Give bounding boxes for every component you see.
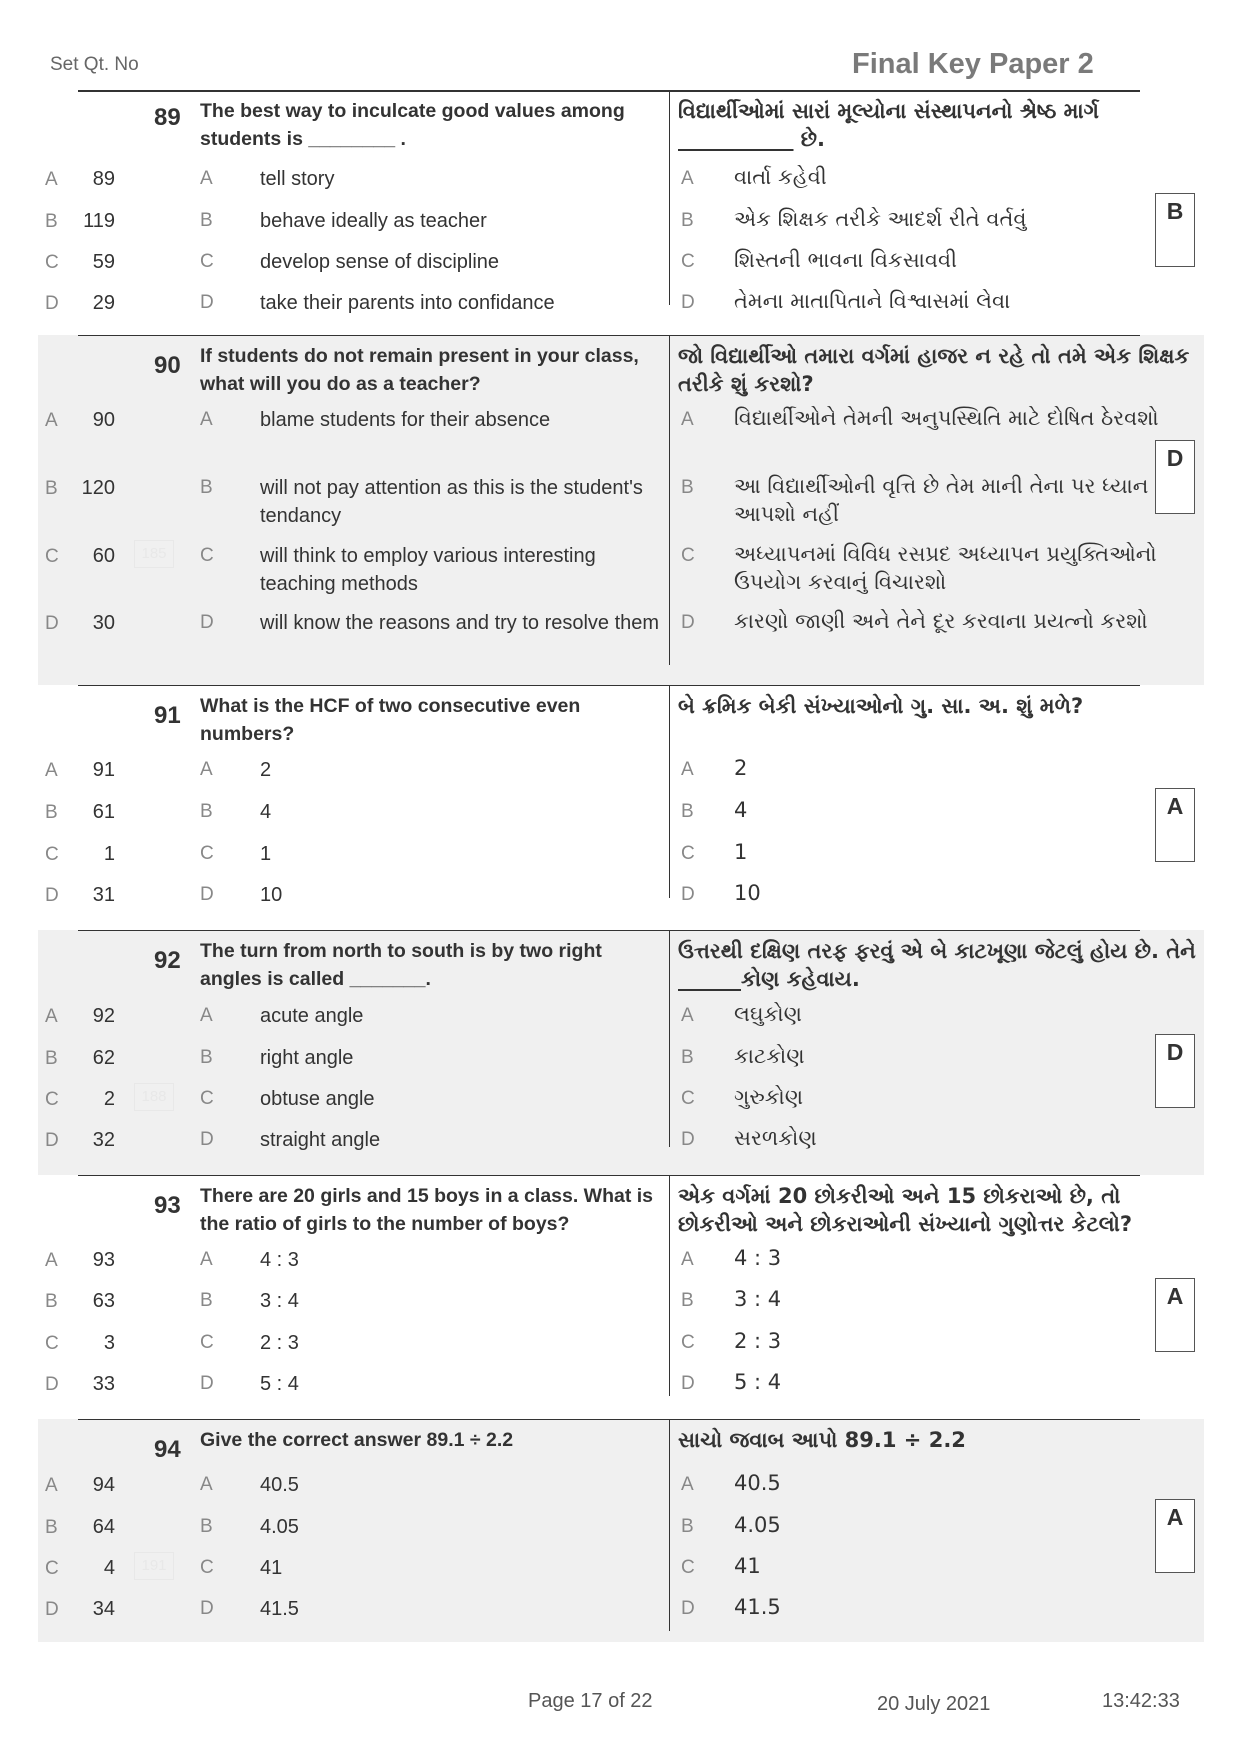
option-text-english: will know the reasons and try to resolve them (260, 612, 660, 634)
option-text-english: 3 : 4 (260, 1290, 299, 1312)
option-letter-gujarati: D (681, 1373, 695, 1394)
set-letter: A (45, 169, 58, 190)
set-question-number: 4 (103, 1557, 115, 1579)
question-block (38, 685, 1204, 930)
footer-time: 13:42:33 (1102, 1690, 1180, 1712)
question-number: 89 (154, 104, 181, 131)
option-text-english: 2 (260, 759, 272, 781)
column-divider (669, 930, 670, 1147)
question-block (38, 335, 1204, 685)
option-letter-gujarati: B (681, 1516, 694, 1537)
set-letter: A (45, 1475, 58, 1496)
set-question-number: 89 (92, 168, 115, 190)
question-number: 90 (154, 352, 181, 379)
set-question-number: 32 (92, 1129, 115, 1151)
option-letter-english: B (200, 1516, 213, 1537)
answer-key-box: D (1155, 1034, 1195, 1108)
set-letter: B (45, 1048, 58, 1069)
option-text-english: 1 (260, 843, 272, 865)
option-letter-gujarati: A (681, 168, 694, 189)
option-letter-gujarati: C (681, 1088, 695, 1109)
option-letter-gujarati: D (681, 1129, 695, 1150)
set-letter: B (45, 1517, 58, 1538)
option-letter-english: A (200, 409, 213, 430)
set-question-number: 64 (92, 1516, 115, 1538)
set-question-number: 120 (81, 477, 115, 499)
set-letter: B (45, 478, 58, 499)
set-question-number: 119 (83, 210, 115, 232)
option-letter-gujarati: A (681, 759, 694, 780)
option-letter-english: B (200, 210, 213, 231)
option-text-gujarati: 4.05 (734, 1513, 781, 1537)
set-question-number: 92 (92, 1005, 115, 1027)
set-letter: C (45, 546, 59, 567)
option-text-gujarati: સરળકોણ (734, 1126, 817, 1150)
set-question-number: 94 (92, 1474, 115, 1496)
option-letter-english: C (200, 545, 214, 566)
option-text-english: right angle (260, 1047, 354, 1069)
option-text-english: 10 (260, 884, 283, 906)
question-rule (78, 335, 1140, 336)
option-letter-gujarati: C (681, 251, 695, 272)
column-divider (669, 1175, 670, 1396)
option-letter-english: A (200, 759, 213, 780)
set-letter: A (45, 1006, 58, 1027)
option-letter-gujarati: B (681, 801, 694, 822)
option-text-english: take their parents into confidance (260, 292, 555, 314)
option-text-english: 41.5 (260, 1598, 299, 1620)
set-letter: A (45, 410, 58, 431)
option-text-english: tell story (260, 168, 335, 190)
option-letter-gujarati: C (681, 1332, 695, 1353)
question-text-english: Give the correct answer 89.1 ÷ 2.2 (200, 1429, 514, 1451)
question-block (38, 91, 1204, 335)
option-text-gujarati: ગુરુકોણ (734, 1085, 804, 1109)
set-question-number: 3 (103, 1332, 115, 1354)
option-text-gujarati: વાર્તા કહેવી (734, 165, 827, 189)
option-letter-gujarati: B (681, 1290, 694, 1311)
option-text-english: will not pay attention as this is the student's tendancy (260, 477, 643, 527)
option-letter-english: C (200, 843, 214, 864)
footer-date: 20 July 2021 (877, 1693, 991, 1715)
option-text-english: will think to employ various interesting teaching methods (260, 545, 596, 595)
question-text-gujarati: વિદ્યાર્થીઓમાં સારાં મૂલ્યોના સંસ્થાપનનો શ્રેષ્ઠ માર્ગ ___________ છે. (678, 99, 1099, 151)
option-letter-english: B (200, 477, 213, 498)
option-letter-gujarati: A (681, 1249, 694, 1270)
option-letter-english: D (200, 1129, 214, 1150)
option-text-gujarati: 41 (734, 1554, 761, 1578)
question-block (38, 1419, 1204, 1642)
option-letter-gujarati: C (681, 1557, 695, 1578)
option-text-english: 4.05 (260, 1516, 299, 1538)
set-question-number: 2 (103, 1088, 115, 1110)
set-question-number: 29 (92, 292, 115, 314)
question-rule (78, 1175, 1140, 1176)
faint-question-badge: 185 (134, 540, 174, 568)
question-text-gujarati: જો વિદ્યાર્થીઓ તમારા વર્ગમાં હાજર ન રહે તો તમે એક શિક્ષક તરીકે શું કરશો? (678, 344, 1190, 396)
option-text-gujarati: વિદ્યાર્થીઓને તેમની અનુપસ્થિતિ માટે દોષિત ઠેરવશો (734, 406, 1159, 430)
set-letter: D (45, 1599, 59, 1620)
set-letter: B (45, 211, 58, 232)
question-text-english: There are 20 girls and 15 boys in a class. What is the ratio of girls to the number of boys? (200, 1185, 654, 1235)
set-letter: C (45, 1558, 59, 1579)
option-text-english: 5 : 4 (260, 1373, 299, 1395)
page-title: Final Key Paper 2 (852, 48, 1094, 80)
option-text-gujarati: 2 (734, 756, 748, 780)
set-letter: C (45, 1089, 59, 1110)
option-letter-gujarati: B (681, 210, 694, 231)
option-text-english: 41 (260, 1557, 283, 1579)
option-letter-english: D (200, 1373, 214, 1394)
set-question-number: 30 (92, 612, 115, 634)
option-text-english: 2 : 3 (260, 1332, 299, 1354)
option-letter-english: B (200, 1290, 213, 1311)
option-letter-english: A (200, 1474, 213, 1495)
set-letter: D (45, 885, 59, 906)
option-letter-gujarati: C (681, 545, 695, 566)
answer-key-box: D (1155, 440, 1195, 514)
question-text-gujarati: એક વર્ગમાં 20 છોકરીઓ અને 15 છોકરાઓ છે, તો છોકરીઓ અને છોકરાઓની સંખ્યાનો ગુણોત્તર કેટલો? (678, 1184, 1133, 1236)
header-set-qno: Set Qt. No (50, 54, 139, 75)
option-letter-english: C (200, 251, 214, 272)
option-text-gujarati: 40.5 (734, 1471, 781, 1495)
faint-question-badge: 191 (134, 1552, 174, 1580)
set-letter: B (45, 802, 58, 823)
option-text-gujarati: 4 (734, 798, 748, 822)
answer-key-box: B (1155, 193, 1195, 267)
set-question-number: 63 (92, 1290, 115, 1312)
option-text-gujarati: 2 : 3 (734, 1329, 782, 1353)
set-letter: C (45, 1333, 59, 1354)
option-letter-gujarati: C (681, 843, 695, 864)
set-letter: C (45, 844, 59, 865)
option-text-gujarati: એક શિક્ષક તરીકે આદર્શ રીતે વર્તવું (734, 207, 1027, 231)
option-letter-english: B (200, 1047, 213, 1068)
set-question-number: 62 (92, 1047, 115, 1069)
set-letter: C (45, 252, 59, 273)
option-letter-english: C (200, 1088, 214, 1109)
answer-key-box: A (1155, 1278, 1195, 1352)
set-question-number: 93 (92, 1249, 115, 1271)
option-letter-gujarati: B (681, 477, 694, 498)
question-rule (78, 930, 1140, 931)
set-letter: D (45, 613, 59, 634)
option-text-english: straight angle (260, 1129, 381, 1151)
set-question-number: 33 (92, 1373, 115, 1395)
option-letter-gujarati: D (681, 612, 695, 633)
option-letter-english: C (200, 1557, 214, 1578)
option-letter-gujarati: D (681, 884, 695, 905)
option-text-gujarati: કારણો જાણી અને તેને દૂર કરવાના પ્રયત્નો કરશો (734, 609, 1148, 633)
option-text-gujarati: 1 (734, 840, 748, 864)
question-block (38, 930, 1204, 1175)
option-text-gujarati: આ વિદ્યાર્થીઓની વૃત્તિ છે તેમ માની તેના પર ધ્યાન આપશો નહીં (734, 474, 1149, 526)
option-text-gujarati: 3 : 4 (734, 1287, 782, 1311)
question-text-gujarati: ઉત્તરથી દક્ષિણ તરફ ફરવું એ બે કાટખૂણા જેટલું હોય છે. તેને ______કોણ કહેવાય. (678, 939, 1196, 991)
option-letter-gujarati: D (681, 1598, 695, 1619)
option-text-english: develop sense of discipline (260, 251, 500, 273)
option-text-gujarati: અધ્યાપનમાં વિવિધ રસપ્રદ અધ્યાપન પ્રયુક્તિઓનો ઉપયોગ કરવાનું વિચારશો (734, 542, 1157, 594)
option-letter-gujarati: D (681, 292, 695, 313)
option-text-english: behave ideally as teacher (260, 210, 487, 232)
set-letter: A (45, 1250, 58, 1271)
set-question-number: 61 (92, 801, 115, 823)
set-letter: B (45, 1291, 58, 1312)
option-letter-gujarati: A (681, 1005, 694, 1026)
footer-page: Page 17 of 22 (528, 1690, 653, 1712)
option-text-gujarati: કાટકોણ (734, 1044, 805, 1068)
set-question-number: 59 (92, 251, 115, 273)
option-text-english: acute angle (260, 1005, 364, 1027)
question-number: 93 (154, 1192, 181, 1219)
set-letter: D (45, 1374, 59, 1395)
option-text-gujarati: શિસ્તની ભાવના વિકસાવવી (734, 248, 958, 272)
option-text-gujarati: 41.5 (734, 1595, 781, 1619)
question-text-english: The turn from north to south is by two right angles is called _______. (200, 940, 602, 990)
option-letter-english: D (200, 1598, 214, 1619)
option-letter-english: B (200, 801, 213, 822)
set-letter: A (45, 760, 58, 781)
set-letter: D (45, 293, 59, 314)
answer-key-box: A (1155, 788, 1195, 862)
question-text-english: If students do not remain present in your class, what will you do as a teacher? (200, 345, 639, 395)
set-question-number: 34 (92, 1598, 115, 1620)
option-text-gujarati: લઘુકોણ (734, 1002, 802, 1026)
question-text-english: What is the HCF of two consecutive even numbers? (200, 695, 581, 745)
question-number: 91 (154, 702, 181, 729)
option-text-english: obtuse angle (260, 1088, 375, 1110)
option-letter-english: A (200, 1249, 213, 1270)
option-letter-gujarati: A (681, 409, 694, 430)
option-letter-english: D (200, 292, 214, 313)
question-rule (78, 685, 1140, 686)
option-text-english: 4 (260, 801, 272, 823)
question-text-gujarati: બે ક્રમિક બેકી સંખ્યાઓનો ગુ. સા. અ. શું મળે? (678, 694, 1084, 718)
option-letter-english: C (200, 1332, 214, 1353)
faint-question-badge: 188 (134, 1083, 174, 1111)
option-text-gujarati: 5 : 4 (734, 1370, 782, 1394)
option-text-gujarati: 4 : 3 (734, 1246, 782, 1270)
set-question-number: 1 (103, 843, 115, 865)
question-block (38, 1175, 1204, 1419)
question-number: 92 (154, 947, 181, 974)
option-letter-gujarati: B (681, 1047, 694, 1068)
option-letter-english: D (200, 612, 214, 633)
set-question-number: 91 (92, 759, 115, 781)
question-text-english: The best way to inculcate good values among students is ________ . (200, 100, 625, 150)
question-text-gujarati: સાચો જવાબ આપો 89.1 ÷ 2.2 (678, 1428, 966, 1452)
question-rule (78, 1419, 1140, 1420)
option-letter-english: A (200, 168, 213, 189)
option-text-english: 40.5 (260, 1474, 299, 1496)
set-question-number: 60 (92, 545, 115, 567)
option-text-english: blame students for their absence (260, 409, 551, 431)
option-letter-english: A (200, 1005, 213, 1026)
set-letter: D (45, 1130, 59, 1151)
set-question-number: 31 (92, 884, 115, 906)
question-rule (78, 91, 1140, 92)
option-text-english: 4 : 3 (260, 1249, 299, 1271)
set-question-number: 90 (92, 409, 115, 431)
option-letter-english: D (200, 884, 214, 905)
option-text-gujarati: તેમના માતાપિતાને વિશ્વાસમાં લેવા (734, 289, 1011, 313)
option-letter-gujarati: A (681, 1474, 694, 1495)
question-number: 94 (154, 1436, 181, 1463)
option-text-gujarati: 10 (734, 881, 761, 905)
answer-key-box: A (1155, 1499, 1195, 1573)
